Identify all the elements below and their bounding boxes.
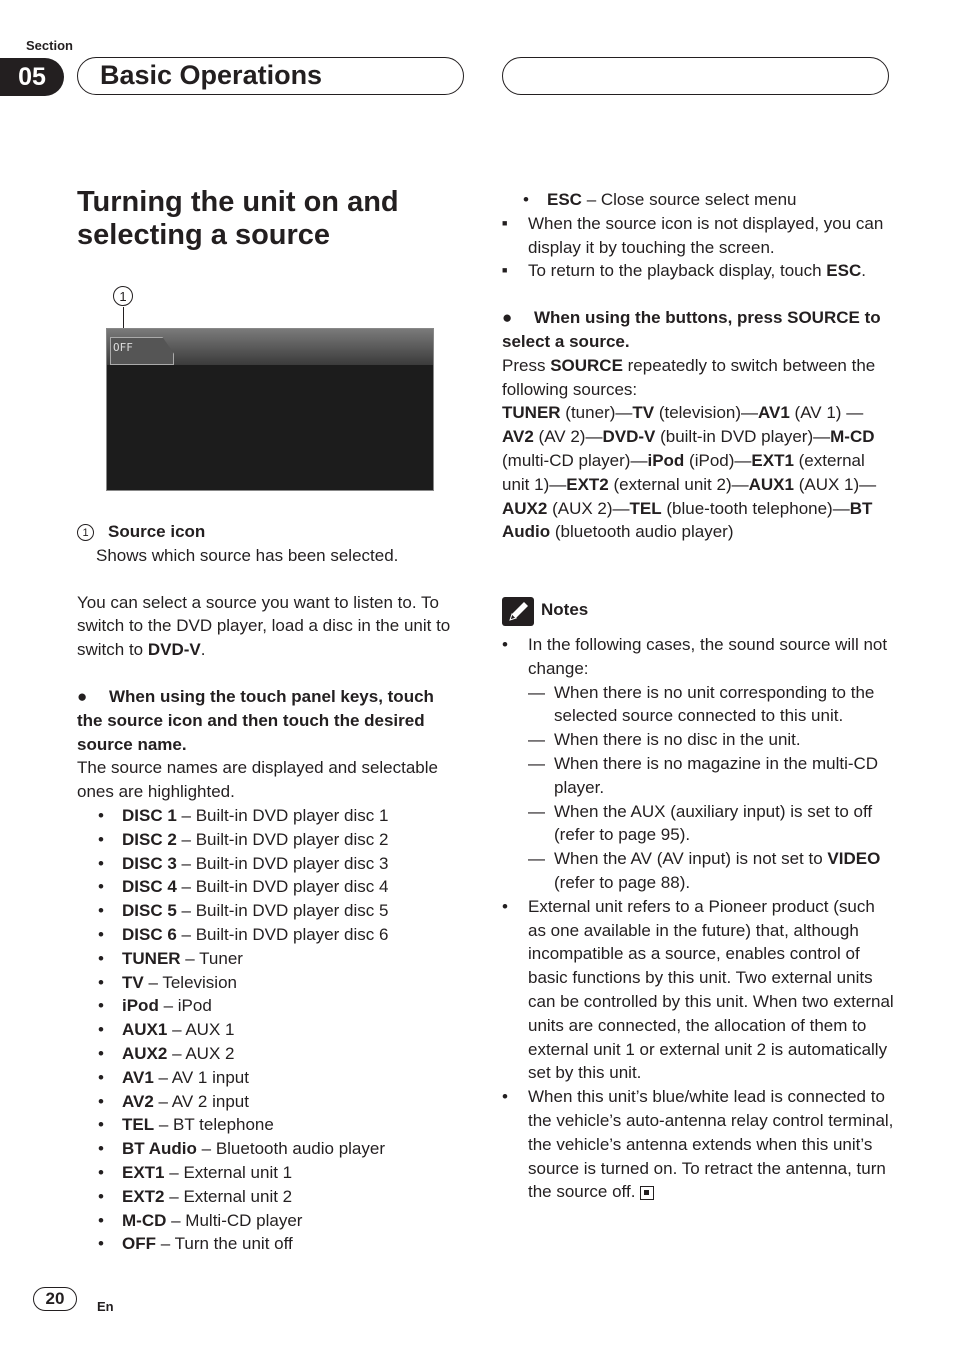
source-desc: – AV 1 input [158,1067,249,1087]
list-item [77,1232,462,1256]
chain-source-name: TEL [629,498,662,518]
language-label: En [97,1299,114,1314]
source-desc: – Bluetooth audio player [201,1139,385,1159]
note1-sublist [502,681,894,848]
source-name: DISC 1 [122,805,177,825]
chain-source-desc: (television)— [654,403,759,423]
list-item [77,1137,462,1161]
source-desc: – AV 2 input [158,1091,249,1111]
esc-list [502,188,892,212]
note1-text: In the following cases, the sound source will not change: [528,635,888,678]
note1-last [502,847,894,895]
source-name: AUX1 [122,1020,168,1040]
source-desc: – BT telephone [158,1115,274,1135]
touch-heading: When using the touch panel keys, touch the source icon and then touch the desired source name. [77,686,434,754]
intro-text: You can select a source you want to listen to. To switch to the DVD player, load a disc in the unit to switch to [77,592,451,660]
buttons-intro-pre: Press [502,355,551,375]
tip2-text: To return to the playback display, touch [528,261,827,281]
section-label: Section [26,38,73,53]
left-text [77,520,462,1256]
intro-bold: DVD-V [147,640,201,660]
chain-source-desc: (AUX 2)— [547,498,630,518]
source-desc: – Built-in DVD player disc 6 [181,924,389,944]
touch-body: The source names are displayed and selectable ones are highlighted. [77,758,438,802]
source-desc: – Television [148,972,237,992]
chain-source-name: iPod [647,450,685,470]
list-item [77,852,462,876]
list-item [77,1209,462,1233]
chain-source-desc: (AV 2)— [533,427,603,447]
chain-source-desc: (built-in DVD player)— [655,427,831,447]
chain-source-desc: (blue-tooth telephone)— [661,498,850,518]
buttons-heading: When using the buttons, press SOURCE to select a source. [502,308,881,351]
section-title-box [77,57,464,95]
list-item: — When there is no disc in the unit. [502,728,894,752]
source-name: TEL [122,1115,155,1135]
note3-text: When this unit’s blue/white lead is connected to the vehicle’s auto-antenna relay control terminal, the vehicle’s antenna extends when this unit’s source is turned on. To retract the antenna, turn the source off. [528,1087,894,1202]
chain-source-desc: (external unit 2)— [608,474,749,494]
source-name: EXT1 [122,1162,165,1182]
source-desc: – Multi-CD player [171,1210,303,1230]
chain-source-desc: (multi-CD player)— [502,450,648,470]
heading-bullet: ● [77,686,88,706]
caption-title: Source icon [108,522,206,541]
source-desc: – iPod [163,996,212,1016]
esc-desc: – Close source select menu [586,190,797,209]
list-item: — When there is no magazine in the multi-CD player. [502,752,894,800]
source-desc: – AUX 2 [172,1043,235,1063]
section-title: Basic Operations [100,60,323,90]
section-blank-box [502,57,889,95]
list-item [502,188,892,212]
source-name: AUX2 [122,1043,168,1063]
notes-title: Notes [541,600,589,619]
source-desc: – Built-in DVD player disc 1 [181,805,389,825]
source-desc: – Built-in DVD player disc 4 [181,877,389,897]
list-item [77,923,462,947]
source-desc: – Built-in DVD player disc 2 [181,829,389,849]
source-name: iPod [122,996,159,1016]
source-name: TUNER [122,948,181,968]
chain-source-desc: (AV 1) — [789,403,864,423]
source-desc: – Turn the unit off [160,1234,293,1254]
list-item: — When the AUX (auxiliary input) is set to off (refer to page 95). [502,800,894,848]
screen-off-label: OFF [113,341,133,354]
chain-source-name: EXT2 [566,474,609,494]
touch-heading-para [77,685,462,756]
list-item [77,1018,462,1042]
list-item [77,994,462,1018]
source-name: DISC 5 [122,901,177,921]
source-name: EXT2 [122,1186,165,1206]
chain-source-desc: (iPod)— [684,450,752,470]
chain-source-name: DVD-V [602,427,656,447]
source-desc: – Built-in DVD player disc 3 [181,853,389,873]
chain-source-desc: (external unit 1)— [502,450,865,494]
tip2-end: . [861,261,866,281]
list-item [77,875,462,899]
tip2-bold: ESC [826,261,862,281]
chain-source-name: M-CD [830,427,875,447]
source-chain [502,401,892,544]
source-desc: – Tuner [185,948,243,968]
buttons-intro [502,354,892,402]
source-list [77,804,462,1256]
note-1 [502,633,894,681]
esc-name: ESC [547,190,582,209]
section-number: 05 [0,58,64,96]
list-item [77,1113,462,1137]
source-desc: – Built-in DVD player disc 5 [181,901,389,921]
list-item [77,1090,462,1114]
caption-num: 1 [77,524,94,541]
chain-source-desc: (tuner)— [560,403,633,423]
list-item [77,1066,462,1090]
source-name: TV [122,972,144,992]
chain-source-name: AUX2 [502,498,548,518]
intro-end: . [200,640,206,660]
source-name: AV1 [122,1067,154,1087]
figure-callout: 1 [113,286,133,306]
chain-source-name: BT Audio [502,498,873,542]
list-item [77,899,462,923]
note1-last-post: (refer to page 88). [554,872,691,892]
page-number: 20 [33,1287,77,1311]
chain-source-name: AV2 [502,427,534,447]
note-2: • External unit refers to a Pioneer product (such as one available in the future) that, although incompatible as a source, enables control of basic functions by this unit. Two external units can be controlled by this unit. When two external units are connected, the allocation of them to external unit 1 or external unit 2 is automatically set by this unit. [502,895,894,1085]
caption-title-line [77,520,462,544]
chain-source-name: TV [632,403,655,423]
source-name: AV2 [122,1091,154,1111]
source-name: DISC 3 [122,853,177,873]
end-mark-icon [640,1186,654,1200]
right-text [502,188,892,544]
source-desc: – AUX 1 [172,1020,235,1040]
list-item [77,971,462,995]
intro-paragraph [77,591,462,662]
source-name: BT Audio [122,1139,197,1159]
list-item [77,804,462,828]
list-item [77,828,462,852]
list-item: — When there is no unit corresponding to the selected source connected to this unit. [502,681,894,729]
screen-figure [106,328,434,491]
heading-bullet: ● [502,308,513,328]
source-name: DISC 2 [122,829,177,849]
buttons-heading-para [502,306,892,354]
list-item [77,947,462,971]
buttons-intro-bold: SOURCE [550,355,623,375]
chain-source-name: EXT1 [751,450,794,470]
chain-source-desc: (bluetooth audio player) [550,522,734,542]
chain-source-name: TUNER [502,403,561,423]
list-item [77,1185,462,1209]
tip-2 [502,259,892,283]
source-name: OFF [122,1234,156,1254]
note1-last-pre: When the AV (AV input) is not set to [554,849,828,869]
caption-desc: Shows which source has been selected. [96,545,399,565]
chain-source-name: AUX1 [748,474,794,494]
source-desc: – External unit 1 [169,1162,293,1182]
page-heading: Turning the unit on and selecting a source [77,186,399,251]
pencil-icon [502,597,534,626]
note1-last-bold: VIDEO [827,849,881,869]
list-item [77,1042,462,1066]
chain-source-name: AV1 [758,403,790,423]
chain-source-desc: (AUX 1)— [793,474,877,494]
tip-1: ■ When the source icon is not displayed, you can display it by touching the screen. [502,212,892,260]
source-desc: – External unit 2 [169,1186,293,1206]
source-name: DISC 4 [122,877,177,897]
source-name: DISC 6 [122,924,177,944]
list-item [77,1161,462,1185]
left-column [77,186,457,252]
source-name: M-CD [122,1210,167,1230]
note-3 [502,1085,894,1204]
notes-list [502,633,894,1204]
buttons-intro-post: repeatedly to switch between the following sources: [502,355,876,399]
